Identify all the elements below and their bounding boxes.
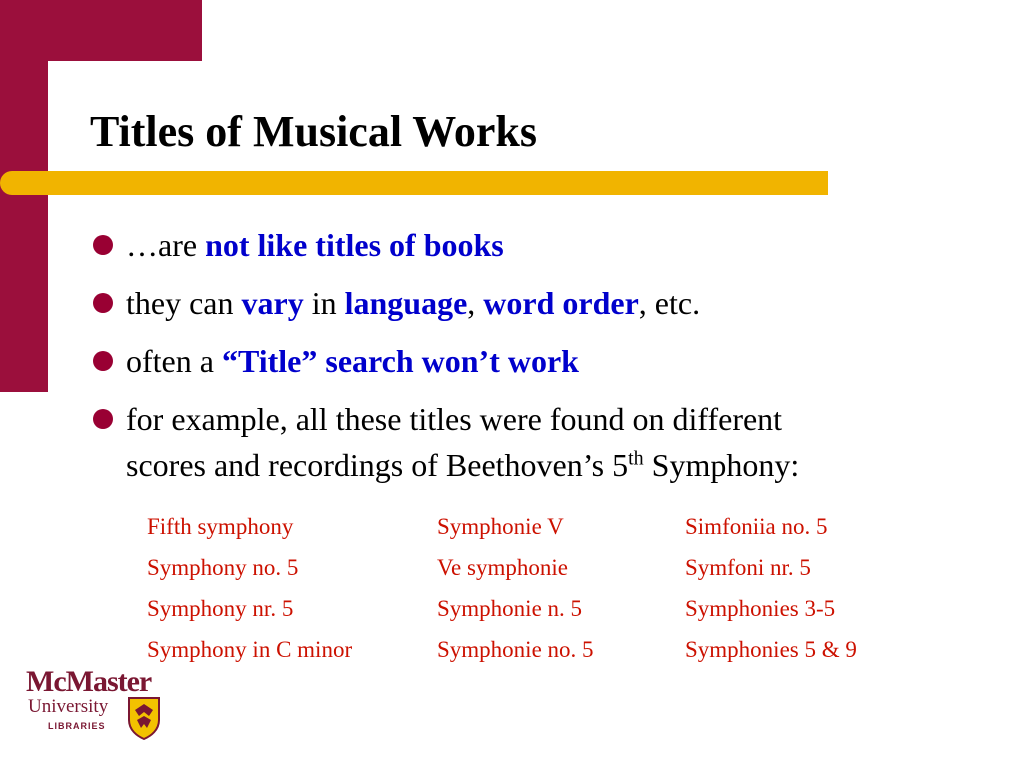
- mcmaster-libraries-logo: [26, 666, 166, 746]
- bullet-item: [90, 396, 990, 488]
- logo-university: University: [28, 696, 109, 717]
- bullet-text: , etc.: [638, 285, 701, 321]
- title-variant: Symphony in C minor: [147, 637, 353, 662]
- title-variant: Symfoni nr. 5: [685, 555, 811, 580]
- title-variant: Symphonies 5 & 9: [685, 637, 857, 662]
- ordinal-suffix: th: [628, 447, 644, 470]
- title-variants-table: [147, 506, 925, 670]
- bullet-text: for example, all these titles were found on different: [126, 401, 783, 437]
- title-variant: Symphonie no. 5: [437, 637, 594, 662]
- logo-name: McMaster: [26, 665, 152, 698]
- bullet-item: [90, 222, 990, 268]
- bullet-text: scores and recordings of Beethoven’s 5: [126, 447, 629, 483]
- title-variant: Symphonie n. 5: [437, 596, 583, 621]
- bullet-item: [90, 338, 990, 384]
- bullet-text: ,: [467, 285, 484, 321]
- title-variant: Fifth symphony: [147, 514, 294, 539]
- bullet-emphasis: not like titles of books: [205, 227, 504, 263]
- bullet-dot-icon: [93, 293, 113, 313]
- maroon-corner-block: [0, 0, 202, 61]
- slide-title: Titles of Musical Works: [90, 107, 537, 156]
- logo-libraries: LIBRARIES: [48, 721, 106, 731]
- bullet-text: often a: [126, 343, 222, 379]
- title-variant: Symphony no. 5: [147, 555, 299, 580]
- bullet-text: they can: [126, 285, 242, 321]
- bullet-dot-icon: [93, 351, 113, 371]
- bullet-list: [90, 222, 990, 500]
- title-variant: Ve symphonie: [437, 555, 568, 580]
- title-variant: Symphony nr. 5: [147, 596, 294, 621]
- title-variant: Symphonies 3-5: [685, 596, 836, 621]
- title-variant: Symphonie V: [437, 514, 564, 539]
- bullet-emphasis: “Title” search won’t work: [221, 343, 579, 379]
- gold-title-underline: [0, 171, 828, 195]
- bullet-text: in: [303, 285, 345, 321]
- maroon-side-bar: [0, 61, 48, 392]
- bullet-dot-icon: [93, 409, 113, 429]
- bullet-text: Symphony:: [643, 447, 800, 483]
- title-variant: Simfoniia no. 5: [685, 514, 828, 539]
- bullet-emphasis: vary: [241, 285, 304, 321]
- bullet-dot-icon: [93, 235, 113, 255]
- bullet-emphasis: language: [344, 285, 468, 321]
- bullet-text: …are: [126, 227, 206, 263]
- bullet-item: [90, 280, 990, 326]
- crest-icon: [127, 696, 161, 740]
- bullet-emphasis: word order: [483, 285, 639, 321]
